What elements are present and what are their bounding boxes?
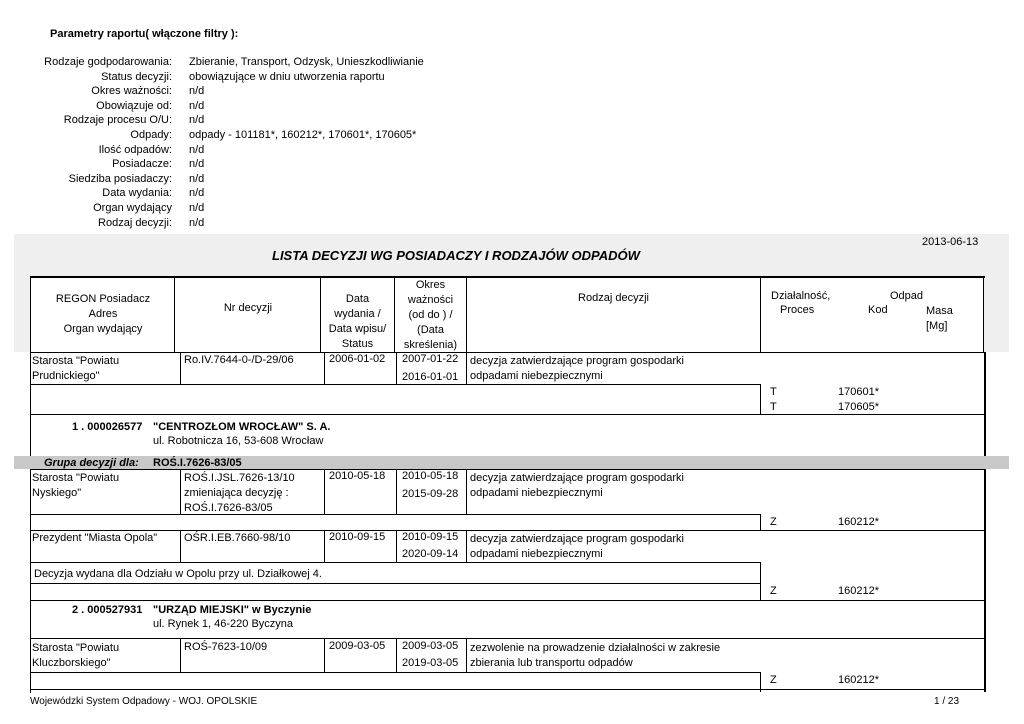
block0-proces-2: T — [770, 401, 777, 413]
param-label: Okres ważności: — [91, 85, 172, 98]
h2d1-kod: 160212* — [838, 674, 879, 686]
param-value: n/d — [189, 216, 205, 229]
param-value: Zbieranie, Transport, Odzysk, Unieszkodliwianie — [189, 56, 424, 68]
col-rodzaj: Rodzaj decyzji — [578, 292, 649, 304]
holder1-name: "CENTROZŁOM WROCŁAW" S. A. — [153, 421, 331, 433]
block0-organ: Starosta "Powiatu Prudnickiego" — [32, 355, 120, 382]
h2d1-data: 2009-03-05 — [329, 640, 386, 652]
block0-kod-2: 170605* — [838, 401, 879, 413]
h1d1-rodzaj: decyzja zatwierdzające program gospodarki odpadami niebezpiecznymi — [470, 472, 684, 499]
param-label: Ilość odpadów: — [98, 143, 172, 156]
footer-page-number: 1 / 23 — [934, 696, 960, 707]
col-nr: Nr decyzji — [223, 302, 273, 314]
param-label: Organ wydający — [93, 202, 172, 214]
holder2-name: "URZĄD MIEJSKI" w Byczynie — [153, 604, 312, 616]
param-label: Data wydania: — [102, 187, 172, 200]
col-kod: Kod — [868, 304, 888, 316]
param-value: n/d — [189, 85, 205, 98]
h1d2-proces: Z — [770, 585, 777, 597]
h1d1-proces: Z — [770, 516, 777, 528]
block0-proces-1: T — [770, 386, 777, 398]
col-proces: Proces — [780, 304, 815, 316]
param-value: n/d — [189, 187, 205, 200]
h2d1-nr: ROŚ-7623-10/09 — [184, 641, 268, 653]
col-masa: Masa [Mg] — [926, 305, 953, 332]
col-data: Data wydania / Data wpisu/ Status — [328, 293, 387, 350]
block0-rodzaj: decyzja zatwierdzające program gospodarki odpadami niebezpiecznymi — [470, 355, 684, 382]
param-label: Posiadacze: — [112, 158, 172, 171]
param-value: n/d — [189, 114, 205, 127]
param-value: obowiązujące w dniu utworzenia raportu — [189, 70, 385, 83]
param-label: Rodzaje godpodarowania: — [44, 56, 172, 68]
group-label: Grupa decyzji dla: — [44, 457, 139, 469]
params-heading: Parametry raportu( włączone filtry ): — [50, 28, 239, 40]
h1d1-organ: Starosta "Powiatu Nyskiego" — [32, 472, 120, 499]
col-dzialalnosc: Działalność, — [771, 290, 831, 302]
h1d2-organ: Prezydent "Miasta Opola" — [32, 532, 158, 544]
param-value: odpady - 101181*, 160212*, 170601*, 170605* — [189, 129, 417, 141]
holder1-num: 1 . 000026577 — [72, 421, 143, 433]
h1d2-kod: 160212* — [838, 585, 879, 597]
block0-kod-1: 170601* — [838, 386, 879, 398]
h1d2-okres-do: 2020-09-14 — [402, 548, 459, 560]
holder2-num: 2 . 000527931 — [72, 604, 143, 616]
report-title: LISTA DECYZJI WG POSIADACZY I RODZAJÓW ODPADÓW — [272, 248, 640, 263]
param-label: Siedziba posiadaczy: — [68, 172, 172, 185]
h1d1-okres-od: 2010-05-18 — [402, 470, 459, 482]
col-regon: REGON Posiadacz Adres Organ wydający — [55, 293, 151, 335]
h1d2-data: 2010-09-15 — [329, 531, 386, 543]
h1d1-nr: ROŚ.I.JSL.7626-13/10 zmieniająca decyzję : ROŚ.I.7626-83/05 — [184, 472, 295, 514]
holder1-address: ul. Robotnicza 16, 53-608 Wrocław — [153, 435, 324, 447]
group-value: ROŚ.I.7626-83/05 — [153, 457, 242, 469]
param-label: Obowiązuje od: — [96, 99, 172, 112]
h2d1-organ: Starosta "Powiatu Kluczborskiego" — [32, 642, 120, 669]
param-label: Status decyzji: — [101, 70, 172, 83]
param-value: n/d — [189, 158, 205, 171]
block0-okres-do: 2016-01-01 — [402, 371, 459, 383]
param-label: Rodzaj decyzji: — [98, 216, 172, 229]
param-value: n/d — [189, 143, 205, 156]
footer-system-name: Wojewódzki System Odpadowy - WOJ. OPOLSKIE — [30, 696, 258, 707]
report-date: 2013-06-13 — [922, 236, 979, 248]
param-label: Odpady: — [130, 129, 172, 141]
param-value: n/d — [189, 202, 205, 214]
block0-data: 2006-01-02 — [329, 353, 386, 365]
h1d2-okres-od: 2010-09-15 — [402, 531, 459, 543]
h2d1-proces: Z — [770, 674, 777, 686]
param-label: Rodzaje procesu O/U: — [63, 114, 172, 127]
param-value: n/d — [189, 172, 205, 185]
h1d2-rodzaj: decyzja zatwierdzające program gospodarki odpadami niebezpiecznymi — [470, 533, 684, 560]
h1d1-okres-do: 2015-09-28 — [402, 488, 459, 500]
h1d2-nr: OŚR.I.EB.7660-98/10 — [184, 532, 291, 544]
col-odpad: Odpad — [890, 290, 924, 302]
block0-okres-od: 2007-01-22 — [402, 353, 459, 365]
h2d1-rodzaj: zezwolenie na prowadzenie działalności w zakresie zbierania lub transportu odpadów — [470, 642, 721, 669]
param-value: n/d — [189, 99, 205, 112]
h2d1-okres-od: 2009-03-05 — [402, 640, 459, 652]
h1d2-note: Decyzja wydana dla Odziału w Opolu przy ul. Działkowej 4. — [34, 568, 322, 580]
block0-nr: Ro.IV.7644-0-/D-29/06 — [184, 354, 294, 366]
holder2-address: ul. Rynek 1, 46-220 Byczyna — [153, 618, 294, 630]
col-okres: Okres ważności (od do ) / (Data skreślenia) — [403, 279, 458, 351]
h1d1-kod: 160212* — [838, 516, 879, 528]
h1d1-data: 2010-05-18 — [329, 470, 386, 482]
h2d1-okres-do: 2019-03-05 — [402, 657, 459, 669]
